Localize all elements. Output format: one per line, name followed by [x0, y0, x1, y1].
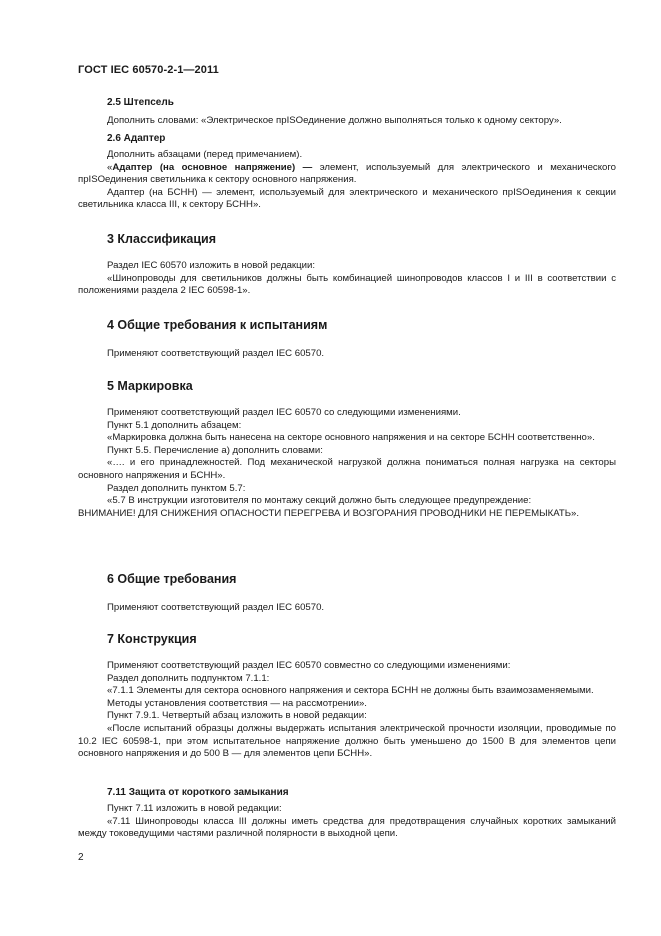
section-title: 5 Маркировка	[107, 379, 193, 393]
section-title: 6 Общие требования	[107, 572, 237, 586]
paragraph: Адаптер (на БСНН) — элемент, используемый для электрического и механического пpISOединения к секции светильника класса III, к сектору БСНН».	[78, 186, 616, 211]
section-title: 4 Общие требования к испытаниям	[107, 318, 328, 332]
subsection-title: 7.11 Защита от короткого замыкания	[107, 787, 289, 798]
section-5	[78, 378, 616, 520]
section-title: 7 Конструкция	[107, 632, 197, 646]
term-definition: элемент, используемый для электрического и механического пpISOединения светильника к сектору основного напряжения.	[78, 161, 616, 186]
subsection-title: 2.5 Штепсель	[107, 97, 174, 108]
section-title: 3 Классификация	[107, 232, 217, 246]
section-7	[78, 631, 616, 761]
paragraph: Пункт 7.11 изложить в новой редакции:	[107, 803, 282, 814]
paragraph: Методы установления соответствия — на рассмотрении».	[107, 697, 367, 709]
document-header: ГОСТ IEC 60570-2-1—2011	[78, 64, 219, 76]
warning-text: ВНИМАНИЕ! ДЛЯ СНИЖЕНИЯ ОПАСНОСТИ ПЕРЕГРЕВА И ВОЗГОРАНИЯ ПРОВОДНИКИ НЕ ПЕРЕМЫКАТЬ».	[78, 507, 580, 519]
subsection-2-6	[78, 132, 616, 212]
paragraph: «…. и его принадлежностей. Под механической нагрузкой должна пониматься полная нагрузка на секторы основного напряжения и БСНН».	[78, 457, 616, 481]
paragraph: «5.7 В инструкции изготовителя по монтажу секций должно быть следующее предупреждение:	[107, 495, 532, 507]
paragraph: «7.1.1 Элементы для сектора основного напряжения и сектора БСНН не должны быть взаимозаменяемыми.	[107, 685, 594, 697]
section-4	[78, 317, 616, 361]
paragraph: Применяют соответствующий раздел IEC 60570.	[107, 602, 325, 613]
paragraph: Раздел дополнить пунктом 5.7:	[107, 482, 246, 494]
subsection-7-11	[78, 786, 616, 841]
paragraph: Дополнить абзацами (перед примечанием).	[107, 149, 303, 160]
section-3	[78, 231, 616, 298]
paragraph: Раздел дополнить подпунктом 7.1.1:	[107, 672, 270, 684]
subsection-title: 2.6 Адаптер	[107, 133, 166, 144]
paragraph: Пункт 5.1 дополнить абзацем:	[107, 419, 242, 431]
paragraph	[78, 162, 616, 187]
paragraph: «7.11 Шинопроводы класса III должны иметь средства для предотвращения случайных коротких замыканий между токоведущими частями различной полярности в выходной цепи.	[78, 815, 616, 840]
quote-mark: «	[107, 161, 113, 173]
paragraph: Применяют соответствующий раздел IEC 60570 со следующими изменениями.	[107, 407, 461, 418]
paragraph: «Маркировка должна быть нанесена на секторе основного напряжения и на секторе БСНН соответственно».	[107, 432, 595, 444]
subsection-2-5	[78, 96, 616, 128]
paragraph: Пункт 7.9.1. Четвертый абзац изложить в новой редакции:	[107, 710, 367, 722]
paragraph: Дополнить словами: «Электрическое пpISOединение должно выполняться только к одному сектору».	[107, 115, 562, 126]
term-bold: Адаптер (на основное напряжение) —	[112, 161, 313, 173]
section-6	[78, 571, 616, 615]
paragraph: Применяют соответствующий раздел IEC 60570.	[107, 348, 325, 359]
page-number: 2	[78, 852, 84, 863]
paragraph: Раздел IEC 60570 изложить в новой редакции:	[107, 260, 316, 271]
paragraph: «После испытаний образцы должны выдержать испытания электрической прочности изоляции, проводимые по 10.2 IEC 60598-1, при этом испытательное напряжение должно быть уменьшено до 1500 В для элементов цепи основного напряжения и до 500 В — для элементов цепи БСНН».	[78, 722, 616, 760]
paragraph: Пункт 5.5. Перечисление a) дополнить словами:	[107, 444, 323, 456]
paragraph: Применяют соответствующий раздел IEC 60570 совместно со следующими изменениями:	[107, 660, 511, 671]
paragraph: «Шинопроводы для светильников должны быть комбинацией шинопроводов классов I и III в соответствии с положениями раздела 2 IEC 60598-1».	[78, 272, 616, 297]
